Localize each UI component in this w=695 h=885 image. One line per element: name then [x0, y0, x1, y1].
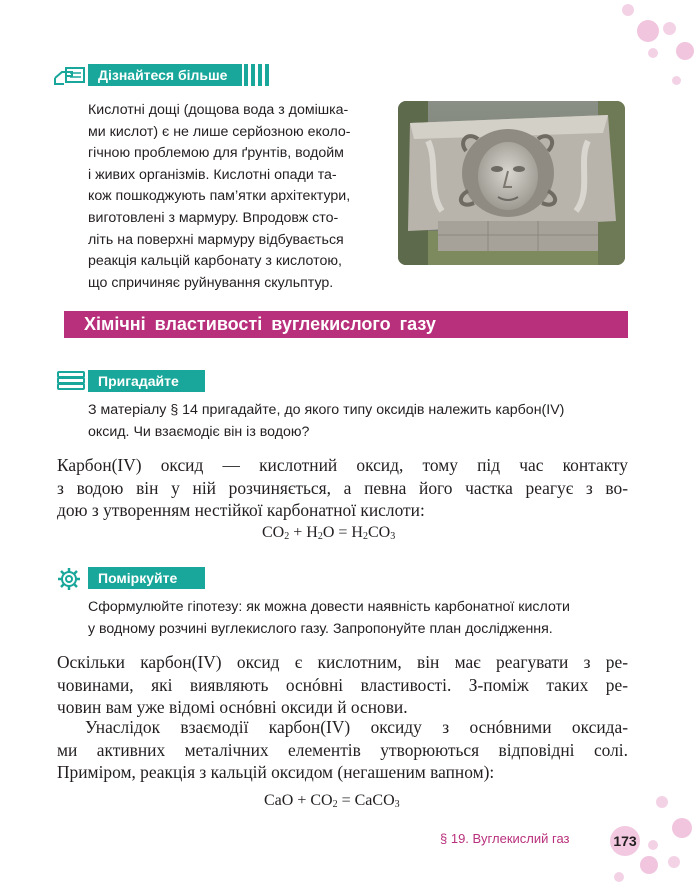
gear-icon	[58, 568, 80, 590]
decor-dot	[668, 856, 680, 868]
remember-heading: Пригадайте	[88, 370, 205, 392]
text-line: Оскільки карбон(IV) оксид є кислотним, він має реагувати з ре-	[57, 652, 628, 672]
hand-book-icon	[52, 64, 88, 88]
decor-dot	[676, 42, 694, 60]
think-heading: Поміркуйте	[88, 567, 205, 589]
learn-more-heading: Дізнайтеся більше	[88, 64, 242, 86]
text-line: ми активних металічних елементів утворюються відповідні солі.	[57, 739, 628, 760]
decor-dot	[614, 872, 624, 882]
text-line: реакція кальцій карбонату з кислотою,	[88, 253, 342, 270]
decor-dot	[622, 4, 634, 16]
decor-dot	[672, 818, 692, 838]
equation-1: $CO_2 + H_2O = H_2CO_3$	[262, 524, 396, 542]
text-line: човин вам уже відомі оснóвні оксиди й основи.	[57, 697, 408, 718]
footer-section-label: § 19. Вуглекислий газ	[440, 831, 570, 846]
text-line: човинами, які виявляють оснóвні властивості. З-поміж таких ре-	[57, 674, 628, 695]
decor-dot	[640, 856, 658, 874]
marble-sculpture-photo	[398, 101, 625, 265]
text-line: і живих організмів. Кислотні опади та-	[88, 166, 337, 183]
text-line: гічною проблемою для ґрунтів, водойм	[88, 145, 344, 162]
text-line: Карбон(IV) оксид — кислотний оксид, тому під час контакту	[57, 455, 628, 475]
text-line: дою з утворенням нестійкої карбонатної кислоти:	[57, 500, 425, 521]
text-line: Приміром, реакція з кальцій оксидом (негашеним вапном):	[57, 762, 495, 783]
section-title: Хімічні властивості вуглекислого газу	[64, 311, 628, 338]
paragraph-3	[57, 716, 628, 784]
page-number: 173	[610, 826, 640, 856]
decor-dot	[672, 76, 681, 85]
text-line: виготовлені з мармуру. Впродовж сто-	[88, 209, 339, 226]
text-line: з водою він у ній розчиняється, а певна його частка реагує з во-	[57, 477, 628, 498]
text-line: що спричиняє руйнування скульптур.	[88, 274, 334, 291]
paragraph-1	[57, 454, 628, 522]
decor-dot	[637, 20, 659, 42]
tab-stripes-decor	[244, 64, 270, 86]
learn-more-text	[88, 100, 378, 294]
text-line: Кислотні дощі (дощова вода з домішка-	[88, 102, 349, 118]
text-line: у водному розчині вуглекислого газу. Запропонуйте план дослідження.	[88, 620, 553, 637]
text-line: ми кислот) є не лише серйозною еколо-	[88, 123, 351, 140]
decor-dot	[648, 840, 658, 850]
text-line: Унаслідок взаємодії карбон(IV) оксиду з оснóвними оксида-	[85, 717, 628, 737]
decor-dot	[656, 796, 668, 808]
decor-dot	[663, 22, 676, 35]
decor-dot	[648, 48, 658, 58]
text-line: З матеріалу § 14 пригадайте, до якого типу оксидів належить карбон(IV)	[88, 402, 565, 418]
equation-2: CaO + $CO_2$ = CaCO$_3$	[264, 792, 400, 810]
text-line: оксид. Чи взаємодіє він із водою?	[88, 423, 310, 440]
text-line: Сформулюйте гіпотезу: як можна довести наявність карбонатної кислоти	[88, 599, 570, 615]
paragraph-2	[57, 651, 628, 719]
remember-text	[88, 400, 628, 443]
books-icon	[56, 370, 88, 390]
text-line: літь на поверхні мармуру відбувається	[88, 231, 344, 248]
text-line: кож пошкоджують пам’ятки архітектури,	[88, 188, 351, 205]
think-text	[88, 597, 628, 640]
